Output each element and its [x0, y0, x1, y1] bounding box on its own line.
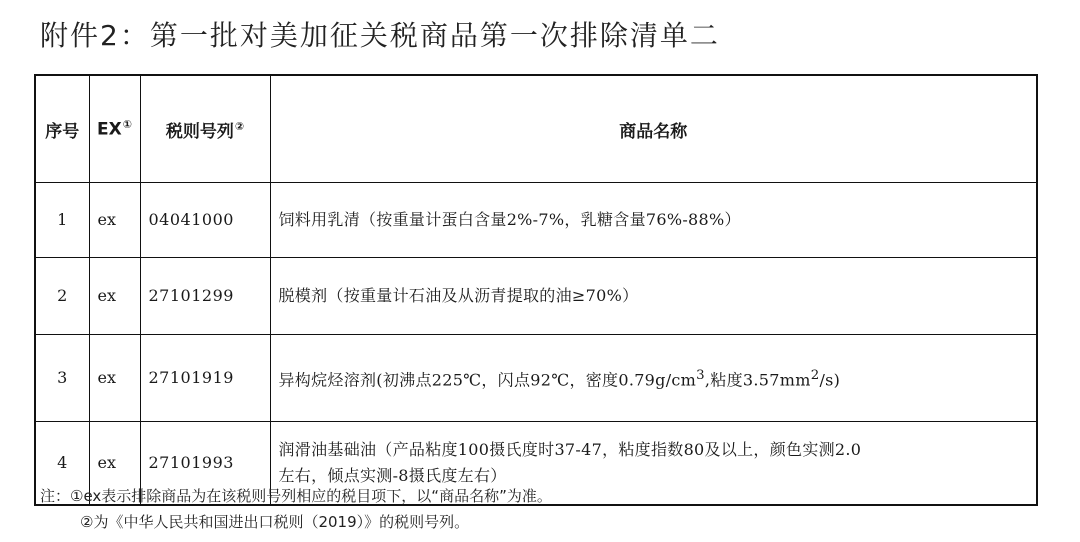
cell-seq: 2 — [35, 258, 89, 335]
cell-seq: 1 — [35, 183, 89, 258]
footnote-2: ②为《中华人民共和国进出口税则（2019）》的税则号列。 — [80, 513, 470, 531]
cell-product-name: 饲料用乳清（按重量计蛋白含量2%-7%，乳糖含量76%-88%） — [270, 183, 1037, 258]
header-seq-label: 序号 — [45, 121, 80, 142]
header-ex-footnote-mark: ① — [122, 118, 133, 132]
header-tariff-code — [140, 75, 270, 183]
header-seq — [35, 75, 89, 183]
superscript-square: 2 — [810, 367, 820, 383]
cell-tariff-code: 27101299 — [140, 258, 270, 335]
header-code-footnote-mark: ② — [234, 119, 245, 133]
product-name-part: /s) — [819, 370, 841, 390]
table-header-row — [35, 75, 1037, 183]
product-name-line: 左右，倾点实测-8摄氏度左右） — [278, 466, 507, 485]
cell-seq: 4 — [35, 422, 89, 506]
table-row — [35, 258, 1037, 335]
cell-ex: ex — [89, 335, 140, 422]
header-product-name — [270, 75, 1037, 183]
superscript-cubic: 3 — [696, 367, 705, 383]
cell-seq: 3 — [35, 335, 89, 422]
page-title: 附件2：第一批对美加征关税商品第一次排除清单二 — [40, 19, 720, 52]
exclusion-list-table — [34, 74, 1038, 506]
table-row — [35, 183, 1037, 258]
product-name-part: ,粘度3.57mm — [704, 370, 811, 390]
cell-product-name: 脱模剂（按重量计石油及从沥青提取的油≥70%） — [270, 258, 1037, 335]
cell-ex: ex — [89, 258, 140, 335]
cell-tariff-code: 27101993 — [140, 422, 270, 506]
cell-tariff-code: 04041000 — [140, 183, 270, 258]
product-name-line: 润滑油基础油（产品粘度100摄氏度时37-47，粘度指数80及以上，颜色实测2.0 — [278, 440, 862, 459]
header-tariff-code-label: 税则号列 — [165, 121, 234, 142]
header-product-name-label: 商品名称 — [619, 121, 688, 142]
cell-ex: ex — [89, 183, 140, 258]
product-name-part: 异构烷烃溶剂(初沸点225℃，闪点92℃，密度0.79g/cm — [278, 370, 697, 390]
header-ex-label: EX — [96, 119, 122, 140]
table-row — [35, 335, 1037, 422]
footnotes — [40, 483, 552, 535]
header-ex — [89, 75, 140, 183]
cell-ex: ex — [89, 422, 140, 506]
footnote-1: 注：①ex表示排除商品为在该税则号列相应的税目项下，以“商品名称”为准。 — [40, 487, 552, 505]
cell-product-name — [270, 335, 1037, 422]
cell-tariff-code: 27101919 — [140, 335, 270, 422]
